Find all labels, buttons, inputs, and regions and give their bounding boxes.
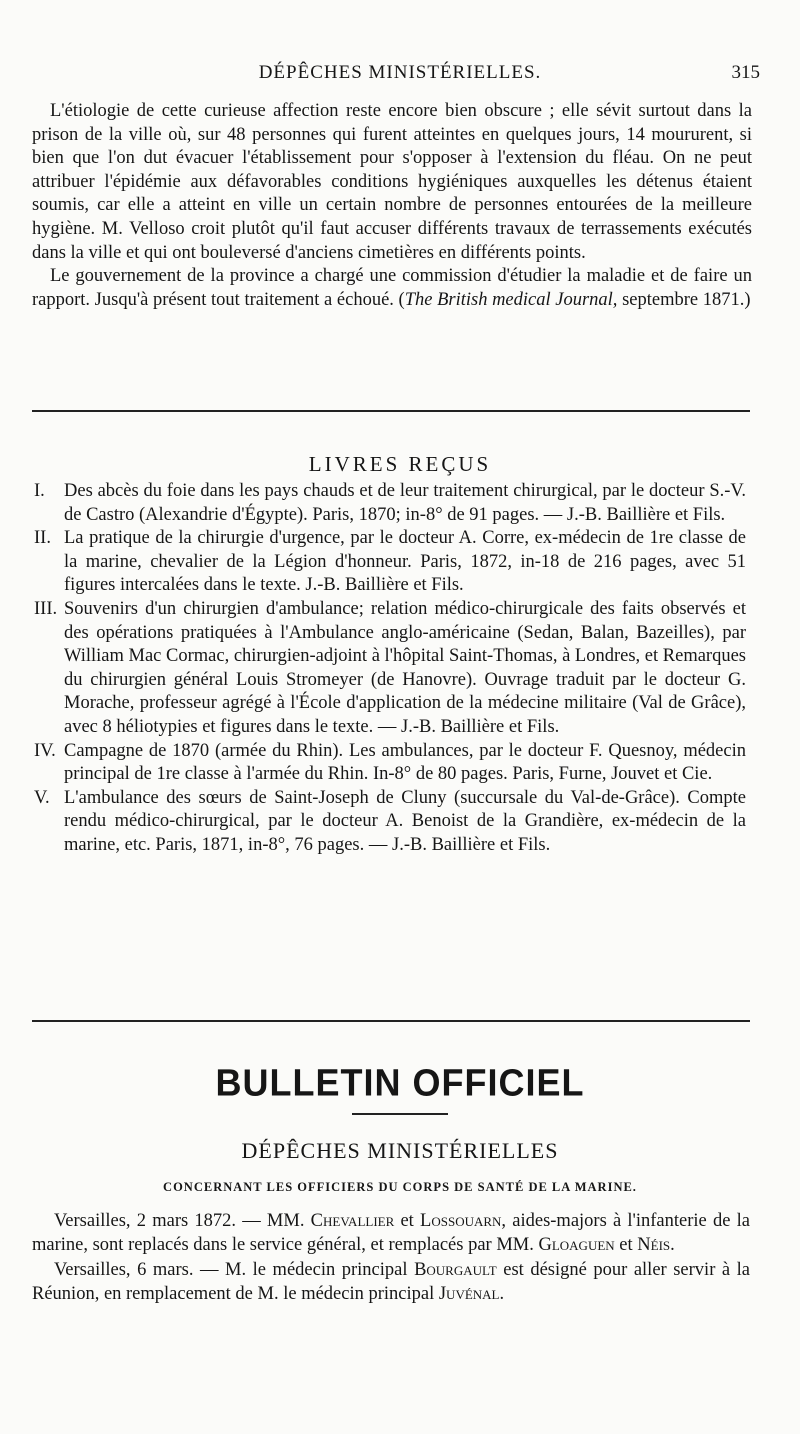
officer-name: Juvénal: [438, 1283, 500, 1304]
officer-name: Néis: [637, 1234, 671, 1255]
section-divider: [32, 1020, 750, 1022]
book-number: I.: [34, 481, 45, 501]
book-item: [34, 740, 746, 787]
entry-paragraph: [32, 1259, 750, 1306]
entry-text: .: [499, 1283, 505, 1304]
book-item: [34, 480, 746, 527]
book-number: IV.: [34, 740, 56, 761]
page-number: 315: [731, 62, 760, 83]
officer-name: Bourgault: [414, 1260, 497, 1281]
book-text: La pratique de la chirurgie d'urgence, par le docteur A. Corre, ex-médecin de 1re classe de la marine, chevalier de la Légion d'honneur. Paris, 1872, in-18 de 216 pages, avec 51 figures intercalées dans le texte. J.-B. Baillière et Fils.: [64, 528, 746, 596]
book-list: [34, 480, 746, 858]
entry-text: , aides-majors à l'infanterie de la marine, sont replacés dans le service général, et remplacés par MM.: [32, 1211, 750, 1255]
entry-text: — M. le médecin principal: [193, 1260, 415, 1281]
depeches-title: DÉPÊCHES MINISTÉRIELLES: [241, 1138, 559, 1163]
officer-name: Lossouarn: [420, 1211, 502, 1231]
officer-name: Gloaguen: [538, 1234, 615, 1255]
bulletin-title: BULLETIN OFFICIEL: [215, 1060, 585, 1104]
entry-text: .: [670, 1234, 675, 1255]
book-item: [34, 598, 746, 740]
running-title: DÉPÊCHES MINISTÉRIELLES.: [258, 62, 542, 83]
journal-title: The British medical Journal,: [404, 289, 618, 310]
book-item: [34, 787, 746, 858]
section-divider: [32, 410, 750, 412]
entry-text: et: [614, 1234, 638, 1255]
livres-title: LIVRES REÇUS: [308, 452, 492, 476]
book-text: Souvenirs d'un chirurgien d'ambulance; relation médico-chirurgicale des faits observés et des opérations pratiquées à l'Ambulance anglo-américaine (Sedan, Balan, Bazeilles), par William Mac Cormac, chirurgien-adjoint à l'hôpital Saint-Thomas, à Londres, et Remarques du chirurgien général Louis Stromeyer (de Hanovre). Ouvrage traduit par le docteur G. Morache, professeur agrégé à l'École d'application de la médecine militaire (Val de Grâce), avec 8 héliotypies et figures dans le texte. — J.-B. Baillière et Fils.: [64, 598, 746, 737]
page-header: [40, 62, 760, 92]
intro-text: [32, 100, 752, 312]
entry-paragraph: [32, 1210, 750, 1257]
intro-paragraph-2-end: septembre 1871.): [617, 289, 751, 310]
intro-paragraph-1: L'étiologie de cette curieuse affection reste encore bien obscure ; elle sévit surtout dans la prison de la ville où, sur 48 personnes qui furent atteintes en quelques jours, 14 moururent, si bien que l'on dut évacuer l'établissement pour s'opposer à l'extension du fléau. On ne peut attribuer l'épidémie aux défavorables conditions hygiéniques auxquelles les détenus étaient soumis, car elle a atteint en ville un certain nombre de personnes entourées de la meilleure hygiène. M. Velloso croit plutôt qu'il faut accuser différents travaux de terrassements exécutés dans la ville et qui ont bouleversé d'anciens cimetières en différents points.: [32, 101, 752, 263]
book-number: V.: [34, 787, 50, 808]
book-number: II.: [34, 528, 51, 549]
entry-text: — MM.: [236, 1211, 311, 1231]
book-text: Campagne de 1870 (armée du Rhin). Les ambulances, par le docteur F. Quesnoy, médecin principal de 1re classe à l'armée du Rhin. In-8° de 80 pages. Paris, Furne, Jouvet et Cie.: [64, 740, 746, 785]
officer-name: Chevallier: [310, 1211, 395, 1231]
ministerial-entries: [32, 1210, 750, 1308]
book-text: Des abcès du foie dans les pays chauds et de leur traitement chirurgical, par le docteur S.-V. de Castro (Alexandrie d'Égypte). Paris, 1870; in-8° de 91 pages. — J.-B. Baillière et Fils.: [64, 481, 746, 525]
title-underline: [352, 1113, 448, 1115]
intro-paragraph-2: [32, 265, 752, 312]
entry-text: est désigné pour aller servir à la Réunion, en remplacement de M. le médecin principal: [32, 1260, 750, 1304]
entry-text: et: [394, 1211, 421, 1231]
book-item: [34, 527, 746, 598]
entry-date: Versailles, 2 mars 1872.: [54, 1211, 237, 1231]
intro-paragraph-2-text: Le gouvernement de la province a chargé une commission d'étudier la maladie et de faire un rapport. Jusqu'à présent tout traitement a échoué. (: [32, 266, 752, 310]
depeches-subtitle: CONCERNANT LES OFFICIERS DU CORPS DE SANTÉ DE LA MARINE.: [163, 1180, 637, 1194]
book-text: L'ambulance des sœurs de Saint-Joseph de Cluny (succursale du Val-de-Grâce). Compte rendu médico-chirurgical, par le docteur A. Benoist de la Grandière, ex-médecin de la marine, etc. Paris, 1871, in-8°, 76 pages. — J.-B. Baillière et Fils.: [64, 787, 746, 855]
book-number: III.: [34, 598, 58, 619]
entry-date: Versailles, 6 mars.: [54, 1260, 194, 1281]
